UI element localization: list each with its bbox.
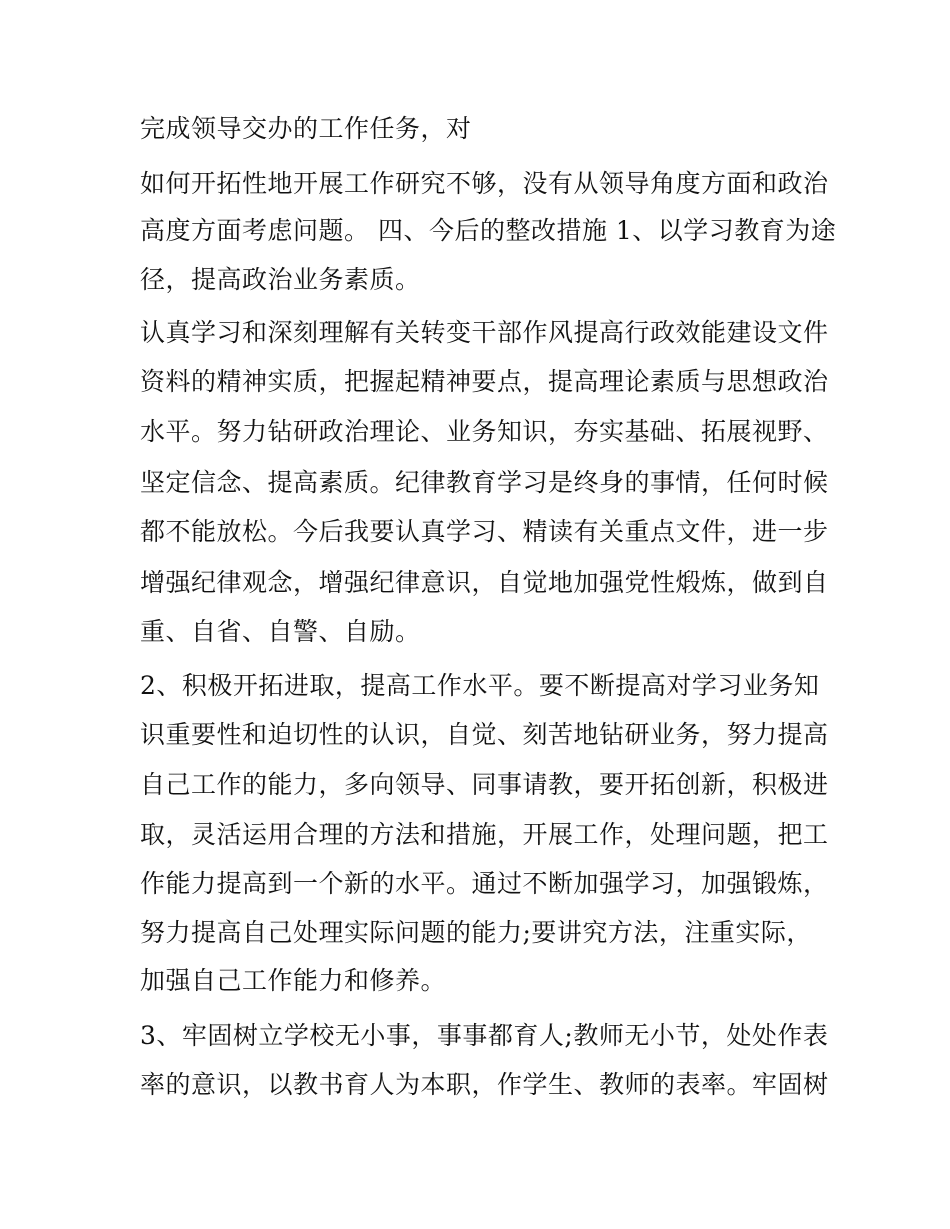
text-line: 识重要性和迫切性的认识，自觉、刻苦地钻研业务，努力提高 [140, 720, 829, 749]
text-line: 资料的精神实质，把握起精神要点，提高理论素质与思想政治 [140, 367, 829, 396]
text-line: 径，提高政治业务素质。 [140, 265, 421, 294]
text-line: 加强自己工作能力和修养。 [140, 966, 447, 995]
text-line: 增强纪律观念，增强纪律意识，自觉地加强党性煅炼，做到自 [140, 568, 829, 597]
text-line: 作能力提高到一个新的水平。通过不断加强学习，加强锻炼， [140, 869, 829, 898]
text-line: 认真学习和深刻理解有关转变干部作风提高行政效能建设文件 [140, 318, 829, 347]
text-line: 3、牢固树立学校无小事，事事都育人;教师无小节，处处作表 [140, 1021, 829, 1050]
text-line: 如何开拓性地开展工作研究不够，没有从领导角度方面和政治 [140, 169, 829, 198]
text-line: 水平。努力钻研政治理论、业务知识，夯实基础、拓展视野、 [140, 417, 829, 446]
text-line: 重、自省、自警、自励。 [140, 617, 421, 646]
text-line: 都不能放松。今后我要认真学习、精读有关重点文件，进一步 [140, 517, 829, 546]
text-line: 2、积极开拓进取，提高工作水平。要不断提高对学习业务知 [140, 671, 820, 700]
text-line: 努力提高自己处理实际问题的能力;要讲究方法，注重实际， [140, 918, 812, 947]
text-line: 坚定信念、提高素质。纪律教育学习是终身的事情，任何时候 [140, 468, 829, 497]
text-line: 完成领导交办的工作任务，对 [140, 114, 472, 143]
text-line: 取，灵活运用合理的方法和措施，开展工作，处理问题，把工 [140, 820, 829, 849]
text-line: 自己工作的能力，多向领导、同事请教，要开拓创新，积极进 [140, 770, 829, 799]
text-line: 率的意识，以教书育人为本职，作学生、教师的表率。牢固树 [140, 1070, 829, 1099]
text-line: 高度方面考虑问题。 四、今后的整改措施 1、以学习教育为途 [140, 216, 837, 245]
